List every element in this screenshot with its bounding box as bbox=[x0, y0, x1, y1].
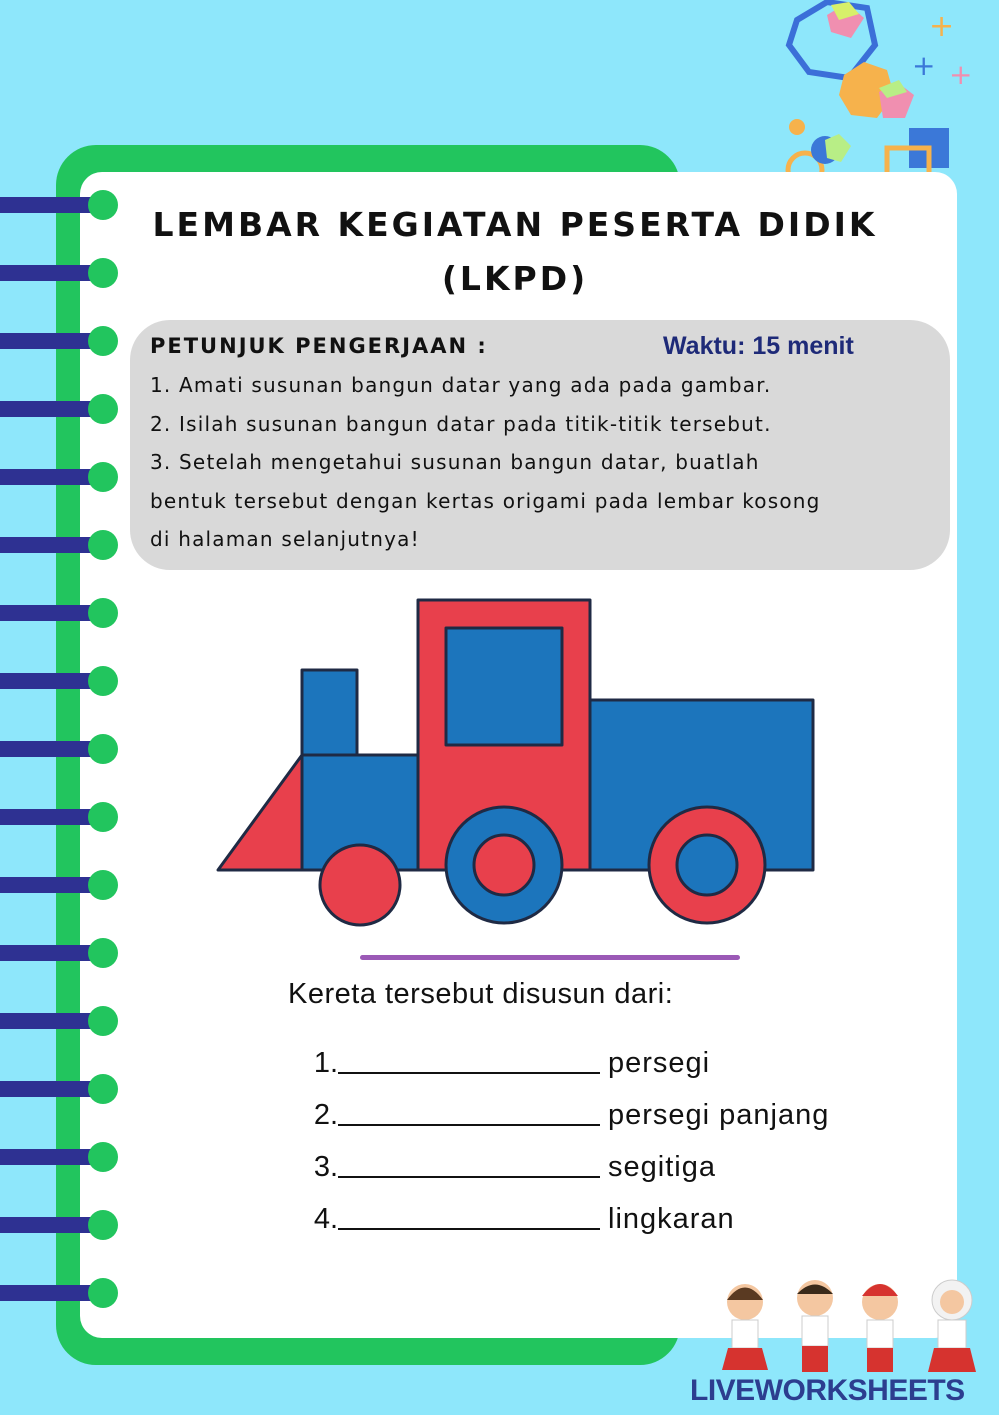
answer-number: 3. bbox=[313, 1151, 338, 1183]
binding-ring bbox=[0, 1210, 120, 1240]
answer-blank-1[interactable] bbox=[338, 1042, 600, 1074]
instructions-list bbox=[150, 366, 930, 559]
title-line-1: LEMBAR KEGIATAN PESERTA DIDIK bbox=[152, 205, 878, 244]
binding-ring bbox=[0, 1006, 120, 1036]
watermark: LIVEWORKSHEETS bbox=[690, 1374, 965, 1407]
train-icon bbox=[210, 595, 820, 940]
instruction-line: 1. Amati susunan bangun datar yang ada pada gambar. bbox=[150, 373, 772, 397]
page-title bbox=[120, 198, 910, 306]
binding-ring bbox=[0, 258, 120, 288]
instruction-line: 3. Setelah mengetahui susunan bangun datar, buatlah bbox=[150, 450, 760, 474]
answer-unit: persegi panjang bbox=[608, 1099, 830, 1131]
instructions-heading: PETUNJUK PENGERJAAN : bbox=[150, 334, 488, 358]
binding-ring bbox=[0, 394, 120, 424]
students-illustration bbox=[700, 1270, 999, 1390]
spiral-binding bbox=[0, 190, 130, 1320]
answer-unit: persegi bbox=[608, 1047, 711, 1079]
answer-number: 2. bbox=[313, 1099, 338, 1131]
answer-blank-4[interactable] bbox=[338, 1198, 600, 1230]
instruction-line: 2. Isilah susunan bangun datar pada titik-titik tersebut. bbox=[150, 411, 772, 436]
svg-text:+: + bbox=[949, 58, 973, 91]
svg-text:+: + bbox=[929, 9, 955, 44]
answer-row bbox=[300, 1132, 829, 1184]
answer-row bbox=[300, 1028, 829, 1080]
binding-ring bbox=[0, 870, 120, 900]
binding-ring bbox=[0, 802, 120, 832]
instruction-line: di halaman selanjutnya! bbox=[150, 527, 420, 551]
question-prompt: Kereta tersebut disusun dari: bbox=[288, 978, 674, 1010]
binding-ring bbox=[0, 326, 120, 356]
binding-ring bbox=[0, 530, 120, 560]
binding-ring bbox=[0, 1074, 120, 1104]
svg-text:+: + bbox=[912, 49, 936, 82]
title-line-2: (LKPD) bbox=[441, 259, 589, 298]
binding-ring bbox=[0, 598, 120, 628]
binding-ring bbox=[0, 938, 120, 968]
divider bbox=[360, 955, 740, 960]
answer-row bbox=[300, 1184, 829, 1236]
answer-list bbox=[300, 1028, 829, 1236]
answer-number: 1. bbox=[313, 1047, 338, 1079]
binding-ring bbox=[0, 462, 120, 492]
answer-blank-2[interactable] bbox=[338, 1094, 600, 1126]
answer-unit: lingkaran bbox=[608, 1203, 735, 1235]
answer-row bbox=[300, 1080, 829, 1132]
time-limit: Waktu: 15 menit bbox=[663, 332, 854, 360]
answer-unit: segitiga bbox=[608, 1151, 716, 1183]
binding-ring bbox=[0, 734, 120, 764]
instruction-line: bentuk tersebut dengan kertas origami pada lembar kosong bbox=[150, 488, 821, 513]
binding-ring bbox=[0, 1142, 120, 1172]
binding-ring bbox=[0, 666, 120, 696]
answer-blank-3[interactable] bbox=[338, 1146, 600, 1178]
answer-number: 4. bbox=[313, 1203, 338, 1235]
binding-ring bbox=[0, 190, 120, 220]
binding-ring bbox=[0, 1278, 120, 1308]
